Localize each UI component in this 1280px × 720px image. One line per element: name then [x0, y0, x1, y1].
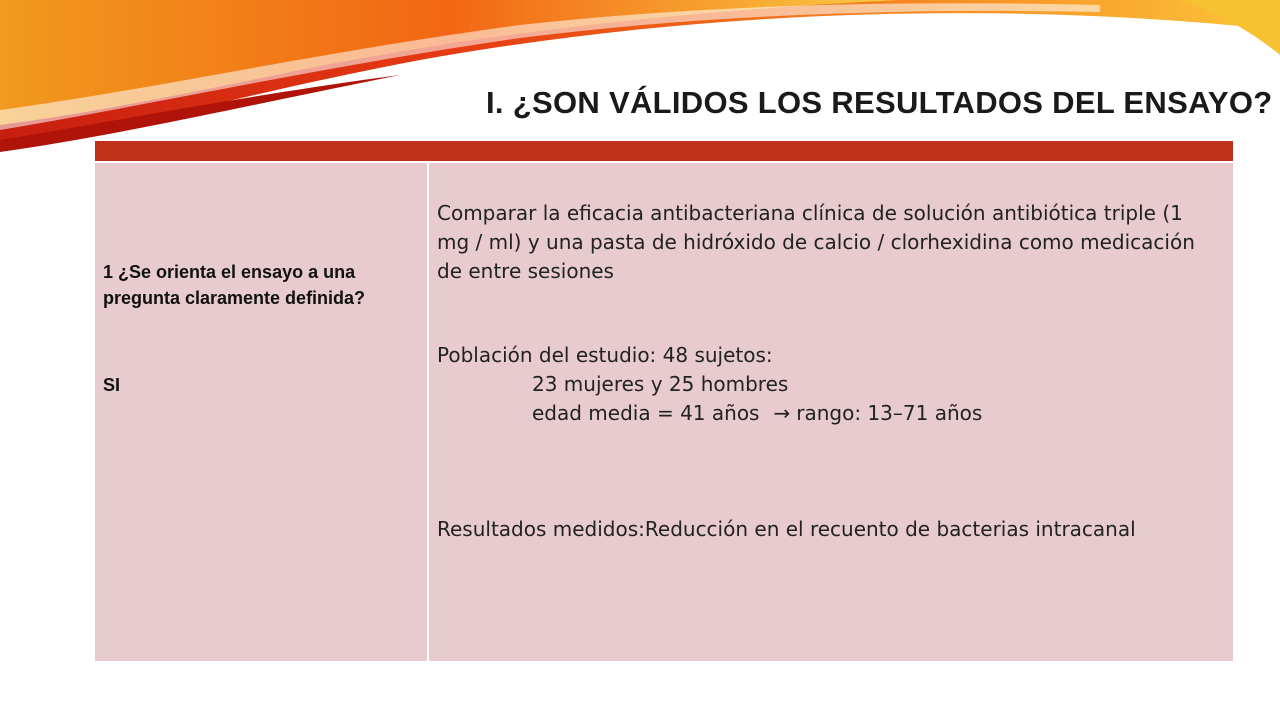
- table-header-bar: [95, 141, 1233, 161]
- objective-text: Comparar la eficacia antibacteriana clínica de solución antibiótica triple (1 mg / ml) y una pasta de hidróxido de calcio / clorhexidina como medicación de entre sesiones: [437, 201, 1195, 283]
- population-age: edad media = 41 años: [532, 401, 760, 425]
- arrow-right-icon: →: [773, 401, 791, 425]
- slide-title: I. ¿SON VÁLIDOS LOS RESULTADOS DEL ENSAYO?: [486, 85, 1273, 120]
- population-range: rango: 13–71 años: [796, 401, 983, 425]
- criteria-table: [95, 141, 1233, 661]
- question-cell: [95, 163, 429, 661]
- question-text: 1 ¿Se orienta el ensayo a una pregunta claramente definida?: [103, 262, 366, 308]
- question-answer: SI: [103, 375, 121, 395]
- decorative-swoosh: [0, 0, 1280, 160]
- outcomes-text: Resultados medidos:Reducción en el recuento de bacterias intracanal: [437, 517, 1136, 541]
- population-block: [437, 341, 1217, 428]
- population-sex: 23 mujeres y 25 hombres: [532, 372, 789, 396]
- population-heading: Población del estudio: 48 sujetos:: [437, 343, 773, 367]
- population-age-line: [437, 399, 1217, 428]
- table-row: [95, 163, 1233, 661]
- details-cell: [429, 163, 1233, 661]
